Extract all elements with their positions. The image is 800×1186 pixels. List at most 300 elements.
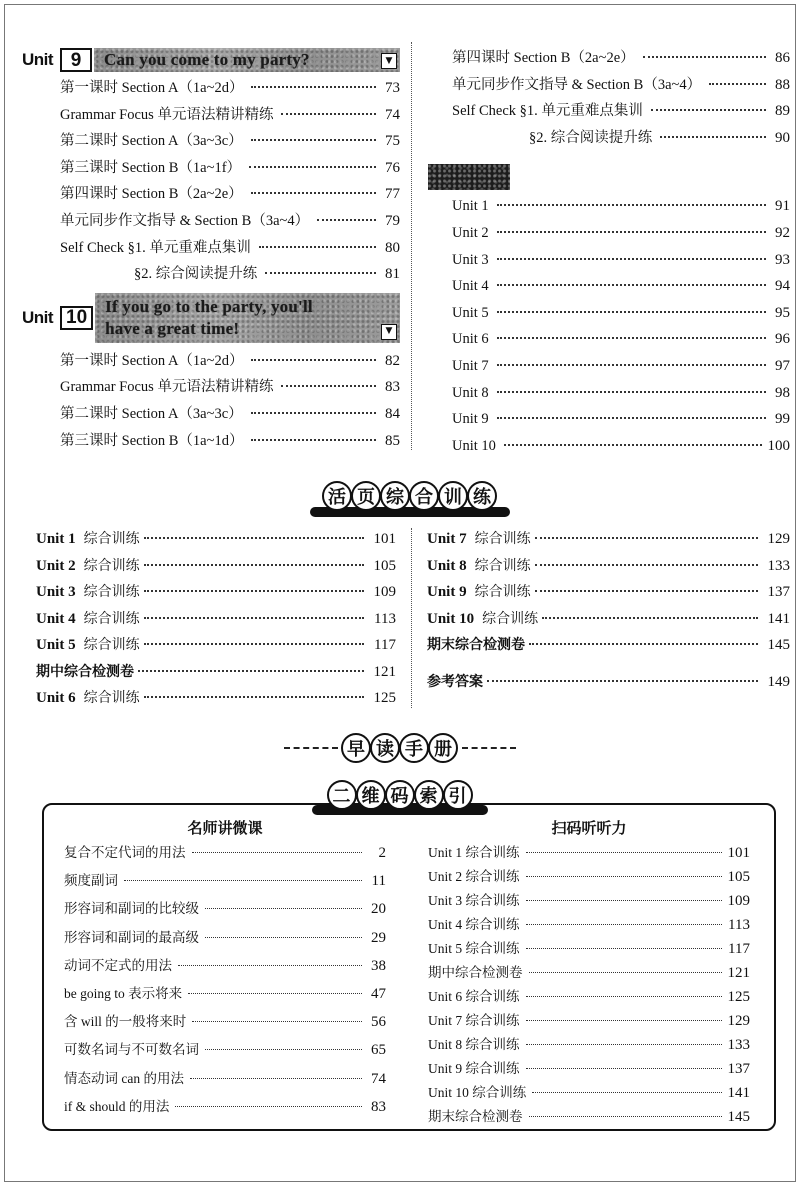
practice-entry[interactable] — [36, 555, 396, 582]
listening-item: Unit 6 综合训练 — [428, 989, 520, 1004]
section-heading-block — [428, 164, 510, 190]
toc-entry[interactable] — [64, 1095, 386, 1123]
qr-index-heading — [320, 778, 480, 812]
unit-label: Unit 10 — [427, 610, 475, 627]
chevron-down-icon[interactable]: ▼ — [381, 53, 397, 69]
page-number: 79 — [385, 212, 400, 229]
dot-leader — [535, 564, 758, 566]
entry-label: §2. 综合阅读提升练 — [134, 266, 258, 283]
entry-label: Unit 5 — [452, 304, 489, 321]
page-number: 83 — [371, 1098, 386, 1115]
entry-label: Unit 8 — [452, 384, 489, 401]
toc-right-column — [425, 46, 790, 464]
toc-entry[interactable] — [64, 1010, 386, 1038]
dot-leader — [526, 876, 722, 877]
listening-item: Unit 2 综合训练 — [428, 869, 520, 884]
page-number: 80 — [385, 239, 400, 256]
entry-label: Unit 4 — [452, 278, 489, 295]
toc-entry[interactable] — [425, 438, 790, 465]
unit9-toc-list — [22, 76, 400, 289]
unit-label: Unit 2 — [36, 557, 76, 574]
badge-character: 维 — [356, 780, 386, 810]
dot-leader — [192, 852, 363, 853]
entry-label — [36, 528, 140, 548]
entry-label: Grammar Focus 单元语法精讲精练 — [60, 379, 274, 396]
unit-title-line-1: If you go to the party, you'll — [105, 296, 313, 316]
page-number: 129 — [727, 1013, 750, 1029]
page-number: 86 — [775, 50, 790, 66]
page-number: 98 — [775, 384, 790, 401]
unit10-header[interactable] — [22, 293, 400, 343]
page-number: 101 — [373, 531, 396, 547]
dot-leader — [192, 1021, 362, 1022]
dashed-rule-left — [284, 747, 338, 749]
lecture-topic: if & should 的用法 — [64, 1098, 170, 1114]
toc-entry[interactable] — [425, 385, 790, 412]
toc-entry[interactable] — [425, 411, 790, 438]
page-number: 2 — [378, 845, 386, 861]
toc-entry[interactable] — [425, 225, 790, 252]
badge-character: 码 — [385, 780, 415, 810]
lecture-topic: 含 will 的一般将来时 — [64, 1014, 187, 1030]
page-number: 100 — [767, 437, 790, 454]
dot-leader — [526, 924, 723, 925]
dot-leader — [138, 670, 364, 672]
dot-leader — [144, 643, 364, 645]
page-number: 113 — [728, 917, 750, 933]
entry-label — [36, 555, 140, 575]
dot-leader — [651, 109, 766, 111]
entry-title: 综合训练 — [83, 637, 140, 653]
dot-leader — [497, 231, 766, 233]
entry-label — [427, 608, 538, 628]
toc-entry[interactable] — [64, 841, 386, 869]
dot-leader — [144, 537, 364, 539]
dot-leader — [497, 364, 766, 366]
badge-characters — [342, 733, 458, 763]
entry-title: 综合训练 — [83, 531, 140, 547]
entry-title: 参考答案 — [427, 673, 483, 690]
entry-label: Grammar Focus 单元语法精讲精练 — [60, 106, 274, 123]
badge-character: 页 — [351, 481, 381, 511]
dot-leader — [281, 113, 376, 115]
entry-label — [36, 661, 134, 681]
entry-label — [36, 608, 140, 628]
dot-leader — [188, 993, 362, 994]
dot-leader — [497, 417, 766, 419]
toc-entry[interactable] — [428, 985, 750, 1009]
practice-entry[interactable] — [427, 555, 790, 582]
unit-label: Unit 5 — [36, 637, 76, 653]
page-number: 93 — [775, 251, 790, 268]
practice-entry[interactable] — [427, 528, 790, 555]
dot-leader — [535, 590, 758, 592]
page-number: 141 — [727, 1085, 750, 1101]
page-number: 125 — [373, 690, 396, 706]
dot-leader — [532, 1092, 721, 1093]
toc-entry[interactable] — [428, 1105, 750, 1129]
entry-label — [427, 671, 483, 691]
dot-leader — [251, 192, 376, 194]
dot-leader — [249, 166, 376, 168]
page-number: 85 — [385, 432, 400, 449]
lecture-topic: be going to 表示将来 — [64, 985, 183, 1001]
toc-entry[interactable] — [22, 156, 400, 183]
practice-section-heading — [300, 478, 520, 514]
toc-entry[interactable] — [64, 1067, 386, 1095]
toc-entry[interactable] — [428, 865, 750, 889]
toc-entry[interactable] — [428, 1009, 750, 1033]
page-number: 149 — [767, 673, 790, 690]
toc-entry[interactable] — [428, 937, 750, 961]
lecture-topic: 复合不定代词的用法 — [64, 845, 186, 860]
dot-leader — [205, 908, 362, 909]
page-number: 145 — [727, 1109, 750, 1125]
practice-entry[interactable] — [36, 608, 396, 635]
toc-entry[interactable] — [425, 198, 790, 225]
badge-character: 读 — [370, 733, 400, 763]
page-number: 75 — [385, 133, 400, 150]
page-number: 101 — [727, 845, 750, 861]
entry-label — [427, 634, 525, 654]
dot-leader — [504, 444, 762, 446]
badge-character: 册 — [428, 733, 458, 763]
page-number: 117 — [374, 637, 396, 653]
lectures-list — [64, 841, 386, 1123]
toc-entry[interactable] — [428, 1081, 750, 1105]
page-number: 109 — [373, 584, 396, 600]
dot-leader — [529, 643, 758, 645]
page-number: 133 — [727, 1037, 750, 1053]
badge-character: 合 — [409, 481, 439, 511]
dot-leader — [497, 337, 766, 339]
entry-label — [427, 528, 531, 548]
toc-entry[interactable] — [22, 182, 400, 209]
entry-label — [36, 581, 140, 601]
dot-leader — [526, 1044, 722, 1045]
dot-leader — [124, 880, 362, 881]
toc-entry[interactable] — [425, 252, 790, 279]
page-number: 99 — [775, 411, 790, 428]
lectures-column — [64, 815, 386, 1123]
badge-character: 引 — [443, 780, 473, 810]
entry-label: 第一课时 Section A（1a~2d） — [60, 352, 244, 369]
badge-characters — [328, 780, 473, 810]
dot-leader — [251, 439, 376, 441]
page-number: 96 — [775, 331, 790, 348]
lecture-topic: 可数名词与不可数名词 — [64, 1042, 199, 1058]
unit9-header[interactable] — [22, 46, 400, 74]
toc-entry[interactable] — [22, 76, 400, 103]
toc-entry[interactable] — [64, 1038, 386, 1066]
lecture-topic: 形容词和副词的最高级 — [64, 929, 199, 945]
toc-entry[interactable] — [425, 358, 790, 385]
dot-leader — [144, 617, 364, 619]
toc-entry[interactable] — [428, 1033, 750, 1057]
page-number: 74 — [371, 1070, 386, 1087]
dot-leader — [205, 937, 362, 938]
listening-item: 期中综合检测卷 — [428, 965, 523, 980]
entry-title: 综合训练 — [482, 610, 539, 627]
entry-label: Unit 1 — [452, 198, 489, 215]
dot-leader — [497, 311, 766, 313]
listening-item: Unit 7 综合训练 — [428, 1013, 520, 1028]
dot-leader — [497, 204, 766, 206]
page-number: 82 — [385, 352, 400, 369]
entry-title: 综合训练 — [83, 557, 140, 574]
lectures-title: 名师讲微课 — [187, 819, 263, 837]
unit-title: Can you come to my party? — [104, 50, 310, 69]
badge-character: 早 — [341, 733, 371, 763]
dot-leader — [497, 391, 766, 393]
entry-label: Unit 3 — [452, 251, 489, 268]
toc-entry[interactable] — [22, 103, 400, 130]
dot-leader — [281, 385, 376, 387]
unit-label: Unit 8 — [427, 557, 467, 574]
unit-title-line-2: have a great time! — [105, 318, 240, 338]
page-number: 73 — [385, 80, 400, 96]
unit-label: Unit — [22, 307, 54, 327]
page-number: 141 — [767, 610, 790, 627]
page-number: 74 — [385, 106, 400, 123]
toc-left-column — [22, 46, 400, 455]
listening-item: Unit 5 综合训练 — [428, 941, 520, 956]
toc-entry[interactable] — [428, 841, 750, 865]
page-number: 20 — [371, 901, 386, 918]
toc-entry[interactable] — [22, 429, 400, 456]
page-number: 95 — [775, 304, 790, 321]
lecture-topic: 频度副词 — [64, 873, 118, 889]
practice-entry[interactable] — [427, 634, 790, 661]
dot-leader — [709, 83, 766, 85]
toc-entry[interactable] — [428, 913, 750, 937]
toc-entry[interactable] — [425, 305, 790, 332]
entry-label: 第三课时 Section B（1a~1f） — [60, 159, 242, 176]
page-number: 133 — [767, 557, 790, 574]
dot-leader — [317, 219, 376, 221]
toc-entry[interactable] — [64, 869, 386, 897]
unit-label: Unit 3 — [36, 584, 76, 600]
page-number: 81 — [385, 266, 400, 283]
page-number: 137 — [727, 1061, 750, 1077]
entry-label: 第四课时 Section B（2a~2e） — [452, 50, 635, 66]
dashed-rule-right — [462, 747, 516, 749]
toc-entry[interactable] — [64, 982, 386, 1010]
practice-entry[interactable] — [427, 608, 790, 635]
dot-leader — [526, 1068, 722, 1069]
entry-title: 综合训练 — [474, 584, 531, 600]
unit-number-box: 10 — [60, 306, 93, 330]
dot-leader — [526, 948, 723, 949]
unit10-toc-list — [22, 349, 400, 455]
practice-entry[interactable] — [427, 581, 790, 608]
listening-item: Unit 1 综合训练 — [428, 845, 520, 860]
dot-leader — [265, 272, 376, 274]
listening-column — [428, 815, 750, 1129]
entry-title: 期末综合检测卷 — [427, 637, 525, 653]
toc-entry[interactable] — [64, 897, 386, 925]
entry-title: 综合训练 — [83, 610, 140, 627]
page-number: 129 — [767, 531, 790, 547]
unit-review-list — [425, 198, 790, 464]
dot-leader — [526, 852, 722, 853]
toc-entry[interactable] — [425, 331, 790, 358]
entry-label: 第二课时 Section A（3a~3c） — [60, 133, 243, 150]
dot-leader — [529, 972, 722, 973]
entry-title: 期中综合检测卷 — [36, 663, 134, 680]
page-number: 105 — [373, 557, 396, 574]
unit-number-box: 9 — [60, 48, 92, 72]
page-number: 113 — [374, 610, 396, 627]
toc-entry[interactable] — [428, 961, 750, 985]
badge-character: 二 — [327, 780, 357, 810]
entry-label: Self Check §1. 单元重难点集训 — [60, 239, 251, 256]
toc-entry[interactable] — [425, 73, 790, 100]
practice-entry[interactable] — [427, 671, 790, 698]
entry-label — [427, 555, 531, 575]
page-number: 89 — [775, 103, 790, 120]
entry-label — [36, 687, 140, 707]
badge-character: 索 — [414, 780, 444, 810]
entry-label: 单元同步作文指导 & Section B（3a~4） — [452, 76, 702, 93]
listening-item: 期末综合检测卷 — [428, 1109, 523, 1124]
practice-entry[interactable] — [36, 581, 396, 608]
unit-title-banner — [95, 293, 400, 343]
lecture-topic: 动词不定式的用法 — [64, 957, 172, 973]
entry-label: 单元同步作文指导 & Section B（3a~4） — [60, 212, 310, 229]
toc-entry[interactable] — [425, 99, 790, 126]
dot-leader — [251, 412, 376, 414]
practice-entry[interactable] — [36, 528, 396, 555]
listening-item: Unit 9 综合训练 — [428, 1061, 520, 1076]
page-number: 91 — [775, 198, 790, 215]
toc-entry[interactable] — [64, 926, 386, 954]
dot-leader — [190, 1078, 362, 1079]
badge-character: 活 — [322, 481, 352, 511]
toc-entry[interactable] — [428, 889, 750, 913]
badge-character: 练 — [467, 481, 497, 511]
page-number: 90 — [775, 129, 790, 146]
chevron-down-icon[interactable]: ▼ — [381, 324, 397, 340]
page-number: 94 — [775, 278, 790, 295]
dot-leader — [251, 86, 376, 88]
page-number: 47 — [371, 985, 386, 1002]
listening-item: Unit 3 综合训练 — [428, 893, 520, 908]
entry-label — [427, 581, 531, 601]
entry-label: Unit 9 — [452, 411, 489, 428]
entry-title: 综合训练 — [474, 531, 531, 547]
dot-leader — [205, 1049, 362, 1050]
dot-leader — [643, 56, 766, 58]
badge-characters — [323, 481, 497, 511]
unit-title-banner — [94, 48, 400, 72]
dot-leader — [526, 1020, 722, 1021]
lecture-topic: 情态动词 can 的用法 — [64, 1070, 184, 1086]
unit-label: Unit 9 — [427, 584, 467, 600]
badge-character: 训 — [438, 481, 468, 511]
page-number: 125 — [727, 989, 750, 1005]
entry-label: 第一课时 Section A（1a~2d） — [60, 80, 244, 96]
dot-leader — [144, 696, 364, 698]
toc-entry[interactable] — [425, 126, 790, 153]
page-number: 137 — [767, 584, 790, 600]
toc-entry[interactable] — [22, 349, 400, 376]
page-number: 121 — [373, 663, 396, 680]
toc-entry[interactable] — [64, 954, 386, 982]
practice-entry[interactable] — [36, 634, 396, 661]
unit-label: Unit 1 — [36, 531, 76, 547]
badge-character: 手 — [399, 733, 429, 763]
morning-reading-heading — [280, 730, 520, 766]
qr-index-box — [42, 803, 776, 1131]
page-number: 11 — [371, 873, 386, 890]
entry-label: 第二课时 Section A（3a~3c） — [60, 405, 243, 422]
dot-leader — [497, 284, 766, 286]
practice-entry[interactable] — [36, 661, 396, 688]
page-number: 56 — [371, 1014, 386, 1031]
listening-title: 扫码听听力 — [551, 819, 627, 837]
dot-leader — [526, 900, 722, 901]
practice-entry[interactable] — [36, 687, 396, 714]
entry-label: 第四课时 Section B（2a~2e） — [60, 186, 243, 203]
page-number: 88 — [775, 76, 790, 93]
toc-entry[interactable] — [22, 375, 400, 402]
dot-leader — [178, 965, 362, 966]
page-number: 105 — [727, 869, 750, 885]
column-divider — [411, 528, 412, 708]
dot-leader — [529, 1116, 722, 1117]
entry-label: Unit 7 — [452, 357, 489, 374]
unit-label: Unit 7 — [427, 531, 467, 547]
entry-title: 综合训练 — [474, 557, 531, 574]
dot-leader — [542, 617, 757, 619]
entry-label: Unit 6 — [452, 331, 489, 348]
page-number: 109 — [727, 893, 750, 909]
listening-list — [428, 841, 750, 1129]
listening-item: Unit 8 综合训练 — [428, 1037, 520, 1052]
practice-left-column — [36, 528, 396, 714]
page-number: 77 — [385, 186, 400, 203]
page-number: 145 — [767, 637, 790, 653]
unit-label: Unit — [22, 50, 54, 69]
toc-entry[interactable] — [22, 402, 400, 429]
dot-leader — [144, 590, 364, 592]
toc-entry[interactable] — [425, 46, 790, 73]
toc-entry[interactable] — [22, 236, 400, 263]
unit-label: Unit 6 — [36, 690, 76, 706]
toc-entry[interactable] — [22, 262, 400, 289]
toc-entry[interactable] — [22, 209, 400, 236]
entry-label: §2. 综合阅读提升练 — [529, 129, 653, 146]
dot-leader — [259, 246, 376, 248]
page-number: 29 — [371, 929, 386, 946]
toc-entry[interactable] — [22, 129, 400, 156]
entry-label: Self Check §1. 单元重难点集训 — [452, 103, 643, 120]
dot-leader — [660, 136, 766, 138]
unit-label: Unit 4 — [36, 610, 76, 627]
badge-character: 综 — [380, 481, 410, 511]
dot-leader — [497, 258, 766, 260]
toc-entry[interactable] — [428, 1057, 750, 1081]
entry-label — [36, 634, 140, 654]
dot-leader — [535, 537, 758, 539]
entry-title: 综合训练 — [83, 690, 140, 706]
page-number: 76 — [385, 159, 400, 176]
toc-entry[interactable] — [425, 278, 790, 305]
entry-label: Unit 2 — [452, 224, 489, 241]
page-number: 65 — [371, 1042, 386, 1059]
page-number: 92 — [775, 224, 790, 241]
